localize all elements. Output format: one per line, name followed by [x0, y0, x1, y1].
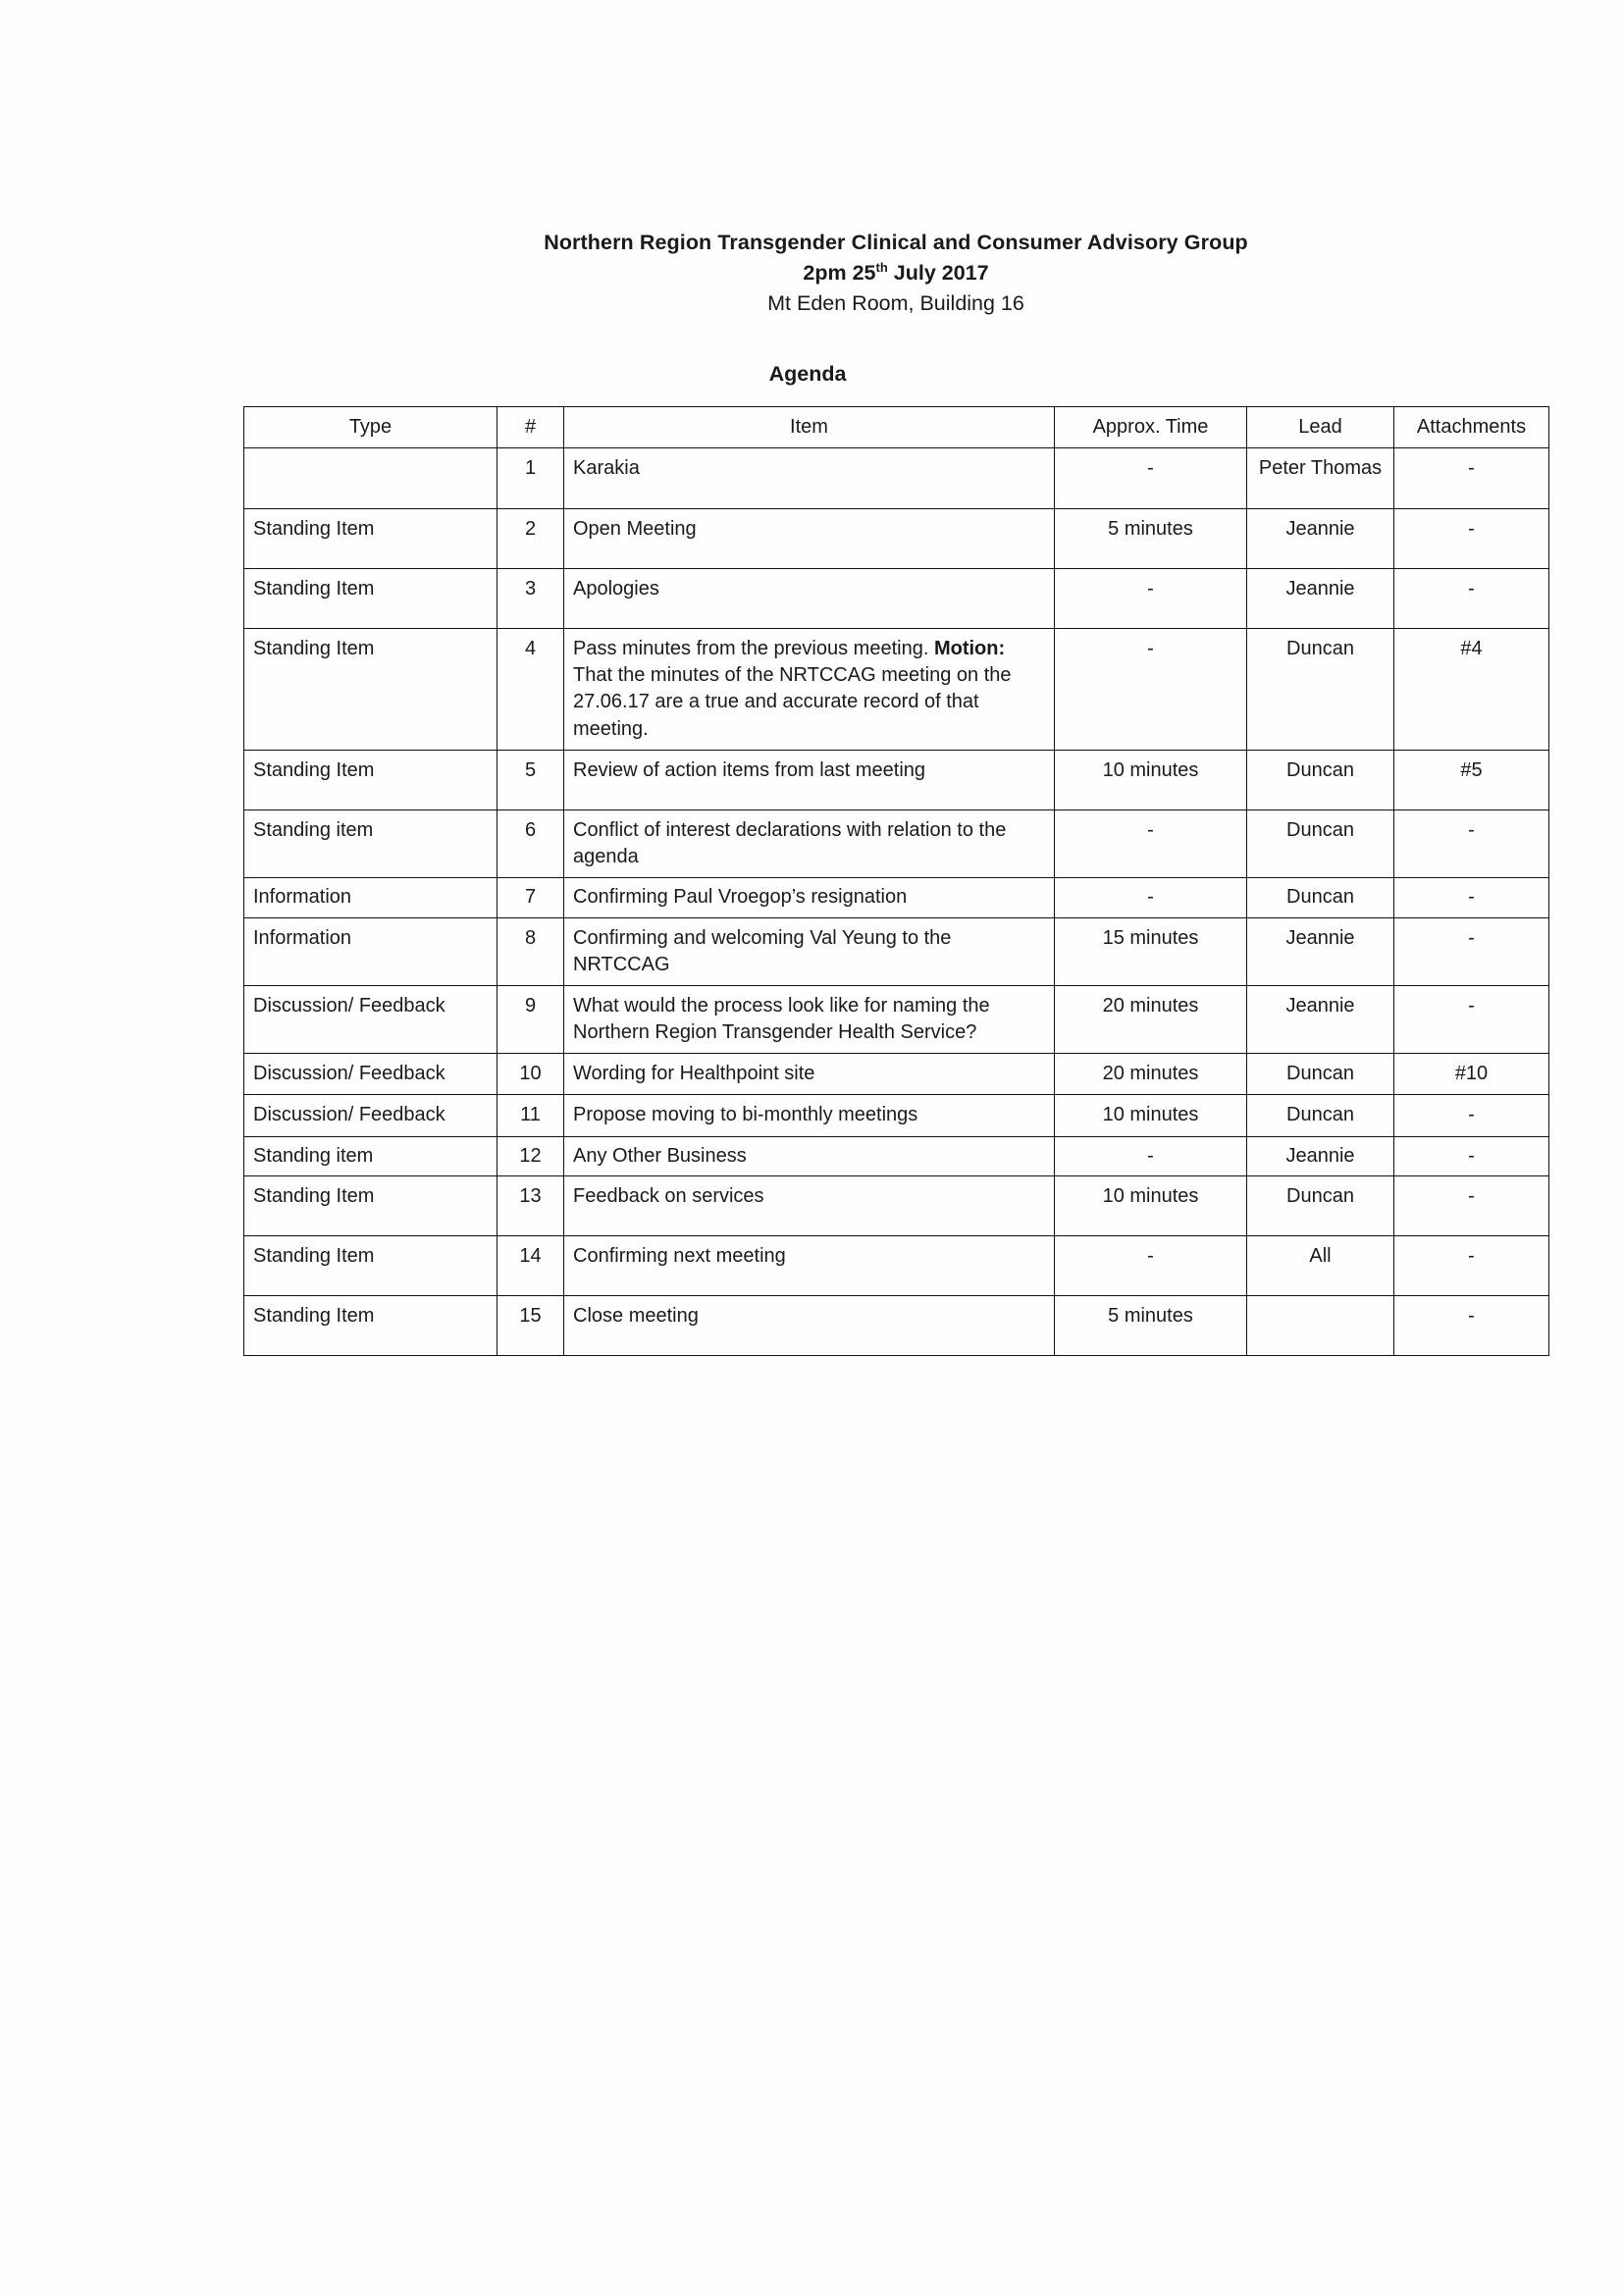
cell-number: 7: [497, 878, 564, 917]
cell-lead: Peter Thomas: [1247, 448, 1394, 508]
cell-lead: Jeannie: [1247, 568, 1394, 628]
cell-item: [564, 629, 1055, 751]
table-row: [244, 1136, 1549, 1175]
cell-time: -: [1055, 568, 1247, 628]
cell-lead: Duncan: [1247, 878, 1394, 917]
cell-attachment: -: [1394, 985, 1549, 1053]
table-row: [244, 809, 1549, 877]
cell-attachment: -: [1394, 568, 1549, 628]
cell-time: 20 minutes: [1055, 985, 1247, 1053]
cell-number: 2: [497, 508, 564, 568]
cell-attachment: -: [1394, 917, 1549, 985]
cell-type: [244, 448, 497, 508]
cell-attachment: -: [1394, 1095, 1549, 1136]
table-header-row: [244, 407, 1549, 448]
motion-text: That the minutes of the NRTCCAG meeting on the 27.06.17 are a true and accurate record of that meeting.: [573, 664, 1012, 740]
cell-lead: Duncan: [1247, 809, 1394, 877]
cell-time: -: [1055, 878, 1247, 917]
cell-type: Discussion/ Feedback: [244, 985, 497, 1053]
cell-number: 15: [497, 1296, 564, 1356]
cell-lead: Duncan: [1247, 629, 1394, 751]
meeting-location: Mt Eden Room, Building 16: [767, 291, 1024, 316]
cell-attachment: #10: [1394, 1054, 1549, 1095]
cell-time: -: [1055, 1236, 1247, 1296]
cell-item: Wording for Healthpoint site: [564, 1054, 1055, 1095]
cell-number: 8: [497, 917, 564, 985]
cell-item: Open Meeting: [564, 508, 1055, 568]
cell-type: Standing Item: [244, 1236, 497, 1296]
cell-number: 6: [497, 809, 564, 877]
cell-type: Standing Item: [244, 508, 497, 568]
cell-time: -: [1055, 1136, 1247, 1175]
meeting-datetime: [332, 258, 1460, 288]
cell-type: Standing Item: [244, 750, 497, 809]
table-row: [244, 917, 1549, 985]
table-row: [244, 1095, 1549, 1136]
column-header-item: Item: [564, 407, 1055, 448]
cell-item: Review of action items from last meeting: [564, 750, 1055, 809]
cell-item: Conflict of interest declarations with relation to the agenda: [564, 809, 1055, 877]
document-content: [243, 228, 1548, 1356]
table-row: [244, 878, 1549, 917]
column-header-number: #: [497, 407, 564, 448]
cell-number: 3: [497, 568, 564, 628]
cell-time: 10 minutes: [1055, 750, 1247, 809]
cell-number: 11: [497, 1095, 564, 1136]
table-row: [244, 508, 1549, 568]
agenda-title: Agenda: [768, 362, 847, 387]
cell-time: -: [1055, 809, 1247, 877]
table-row: [244, 1236, 1549, 1296]
cell-time: -: [1055, 629, 1247, 751]
table-row: [244, 1175, 1549, 1235]
cell-time: -: [1055, 448, 1247, 508]
cell-lead: Duncan: [1247, 1095, 1394, 1136]
cell-attachment: -: [1394, 448, 1549, 508]
cell-attachment: -: [1394, 878, 1549, 917]
cell-type: Standing Item: [244, 1296, 497, 1356]
cell-item: Apologies: [564, 568, 1055, 628]
cell-lead: Duncan: [1247, 1054, 1394, 1095]
table-row: [244, 568, 1549, 628]
cell-item: What would the process look like for naming the Northern Region Transgender Health Service?: [564, 985, 1055, 1053]
cell-lead: Jeannie: [1247, 1136, 1394, 1175]
cell-type: Discussion/ Feedback: [244, 1054, 497, 1095]
cell-item: Karakia: [564, 448, 1055, 508]
cell-attachment: -: [1394, 1296, 1549, 1356]
cell-lead: Duncan: [1247, 750, 1394, 809]
table-row: [244, 1054, 1549, 1095]
column-header-type: Type: [244, 407, 497, 448]
cell-item: Any Other Business: [564, 1136, 1055, 1175]
cell-item: Feedback on services: [564, 1175, 1055, 1235]
cell-number: 5: [497, 750, 564, 809]
cell-time: 20 minutes: [1055, 1054, 1247, 1095]
cell-item: Confirming Paul Vroegop’s resignation: [564, 878, 1055, 917]
cell-type: Standing item: [244, 809, 497, 877]
cell-time: 10 minutes: [1055, 1095, 1247, 1136]
meeting-time-date-prefix: 2pm 25: [803, 260, 876, 285]
motion-label: Motion:: [933, 638, 1006, 660]
cell-number: 12: [497, 1136, 564, 1175]
cell-attachment: -: [1394, 1236, 1549, 1296]
cell-type: Standing Item: [244, 629, 497, 751]
cell-number: 4: [497, 629, 564, 751]
cell-lead: Jeannie: [1247, 508, 1394, 568]
table-row: [244, 448, 1549, 508]
cell-number: 1: [497, 448, 564, 508]
cell-type: Information: [244, 917, 497, 985]
column-header-lead: Lead: [1247, 407, 1394, 448]
cell-item: Close meeting: [564, 1296, 1055, 1356]
cell-time: 15 minutes: [1055, 917, 1247, 985]
cell-attachment: -: [1394, 508, 1549, 568]
cell-item: Confirming and welcoming Val Yeung to the NRTCCAG: [564, 917, 1055, 985]
cell-attachment: -: [1394, 1136, 1549, 1175]
date-ordinal-suffix: th: [875, 259, 888, 275]
meeting-month-year: July 2017: [887, 260, 989, 285]
cell-type: Standing Item: [244, 1175, 497, 1235]
cell-time: 10 minutes: [1055, 1175, 1247, 1235]
cell-number: 10: [497, 1054, 564, 1095]
cell-lead: Jeannie: [1247, 985, 1394, 1053]
meeting-group-title: Northern Region Transgender Clinical and Consumer Advisory Group: [544, 231, 1248, 254]
cell-lead: Duncan: [1247, 1175, 1394, 1235]
cell-item: Propose moving to bi-monthly meetings: [564, 1095, 1055, 1136]
document-heading: [332, 228, 1460, 319]
cell-time: 5 minutes: [1055, 1296, 1247, 1356]
cell-type: Standing item: [244, 1136, 497, 1175]
cell-type: Information: [244, 878, 497, 917]
table-row: [244, 629, 1549, 751]
cell-attachment: -: [1394, 1175, 1549, 1235]
table-row: [244, 750, 1549, 809]
column-header-time: Approx. Time: [1055, 407, 1247, 448]
cell-attachment: #5: [1394, 750, 1549, 809]
agenda-table: [243, 406, 1549, 1356]
cell-attachment: -: [1394, 809, 1549, 877]
table-row: [244, 1296, 1549, 1356]
cell-lead: [1247, 1296, 1394, 1356]
cell-number: 14: [497, 1236, 564, 1296]
cell-type: Discussion/ Feedback: [244, 1095, 497, 1136]
cell-lead: All: [1247, 1236, 1394, 1296]
cell-type: Standing Item: [244, 568, 497, 628]
cell-item: Confirming next meeting: [564, 1236, 1055, 1296]
table-row: [244, 985, 1549, 1053]
item-main-text: Pass minutes from the previous meeting.: [573, 638, 929, 660]
cell-number: 9: [497, 985, 564, 1053]
cell-lead: Jeannie: [1247, 917, 1394, 985]
cell-attachment: #4: [1394, 629, 1549, 751]
column-header-attachments: Attachments: [1394, 407, 1549, 448]
cell-time: 5 minutes: [1055, 508, 1247, 568]
cell-number: 13: [497, 1175, 564, 1235]
